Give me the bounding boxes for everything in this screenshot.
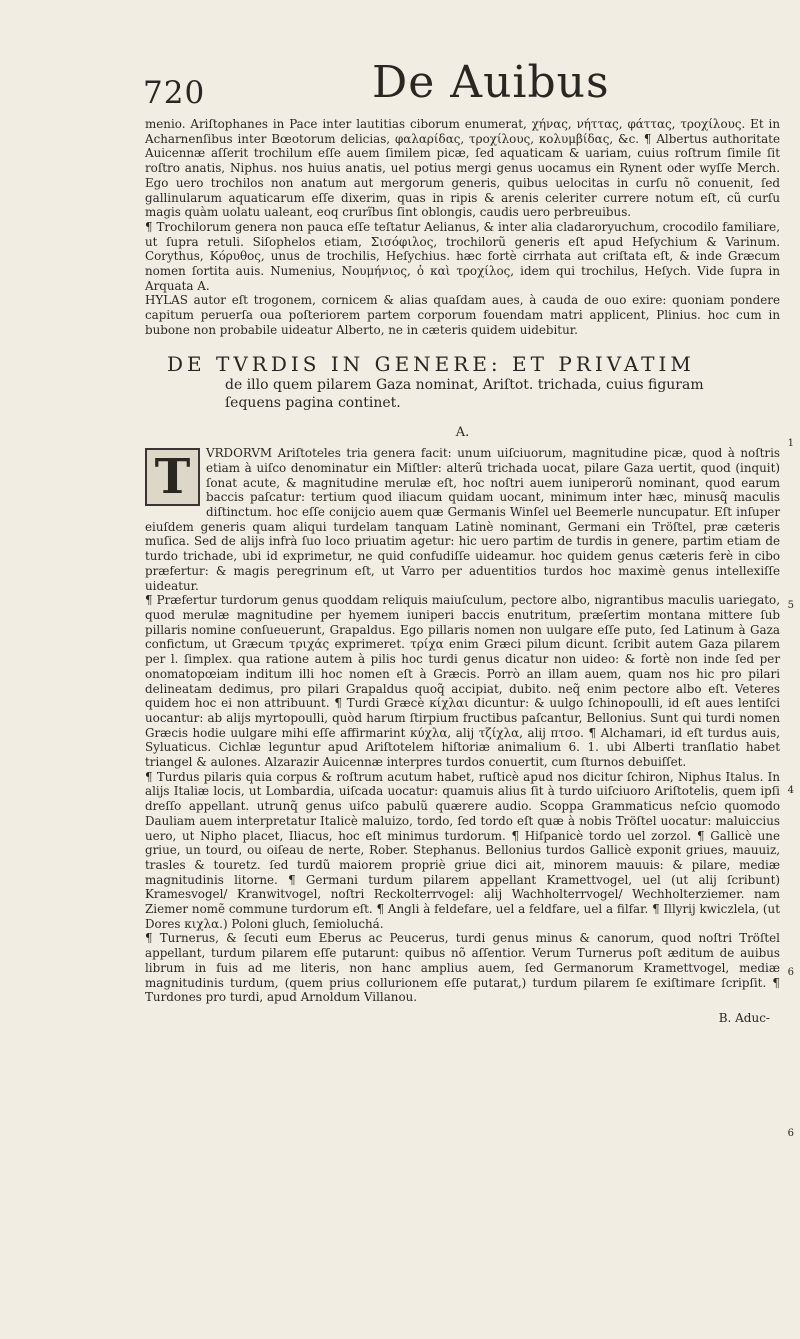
turdi-intro-block xyxy=(145,446,780,593)
paragraph-turdi-pilaris: ¶ Præfertur turdorum genus quoddam reliquis maiuſculum, pectore albo, nigrantibus maculis uariegato, quod merulæ magnitudine per hyemem iuniperi baccis enutritum, præſertim montana mittere ſub pillaris nomine conſueuerunt, Grapaldus. Ego pillaris nomen non uulgare eſſe puto, ſed Latinum à Gaza confictum, ut Græcum τριχάς exprimeret. τρίχα enim Græci pilum dicunt. ſcribit autem Gaza pilarem per l. ſimplex. qua ratione autem à pilis hoc turdi genus dicatur non uideo: & fortè non inde ſed per onomatopœiam inditum illi hoc nomen eſt à Græcis. Porrò an illam auem, quam nos hic pro pilari delineatam dedimus, pro pilari Grapaldus quoq̃ accipiat, dubito. neq̃ enim pectore albo eſt. Veteres quidem hoc ei non attribuunt. ¶ Turdi Græcè κίχλαι dicuntur: & uulgo ſchinopoulli, id eſt aues lentiſci uocantur: ab alijs myrtopoulli, quòd harum ſtirpium fructibus paſcantur, Bellonius. Sunt qui turdi nomen Græcis hodie uulgare mihi eſſe affirmarint κύχλα, alij τζίχλα, alij πτσο. ¶ Alchamari, id eſt turdus auis, Syluaticus. Cichlæ leguntur apud Ariſtotelem hiſtoriæ animalium 6. 1. ubi Alberti tranſlatio habet triangel & aulones. Alzarazir Auicennæ interpres turdos conuertit, cum ſturnos debuiſſet. xyxy=(145,593,780,770)
paragraph-turnerus: ¶ Turnerus, & ſecuti eum Eberus ac Peucerus, turdi genus minus & canorum, quod noſtri Tröſtel appellant, turdum pilarem eſſe putarunt: quibus nõ aſſentior. Verum Turnerus poſt æditum de auibus librum in fuis ad me literis, non hanc amplius auem, ſed Germanorum Kramettvogel, mediæ magnitudinis turdum, (quem prius collurionem eſſe putarat,) turdum pilarem ſe exiſtimare ſcripſit. ¶ Turdones pro turdi, apud Arnoldum Villanou. xyxy=(145,931,780,1005)
figure-reference: A. xyxy=(455,424,470,440)
dropcap-initial: T xyxy=(145,448,200,506)
paragraph-trochilus-1: menio. Ariſtophanes in Pace inter lautitias ciborum enumerat, χήνας, νήττας, φάττας, τροχίλους. Et in Acharnenſibus inter Bœotorum delicias, φαλαρίδας, τροχίλους, κολυμβίδας, &c. ¶ Albertus authoritate Auicennæ aſſerit trochilum eſſe auem ſimilem picæ, ſed aquaticam & uariam, cuius roſtrum ſimile ſit roſtro anatis, Niphus. nos huius anatis, uel potius mergi genus uocamus ein Rynent oder wyſſe Merch. Ego uero trochilos non anatum aut mergorum generis, quibus uelocitas in curſu nõ conuenit, ſed gallinularum aquaticarum eſſe dixerim, quas in ripis & arenis celeriter currere notum eſt, cũ curſu magis quàm uolatu ualeant, eoq crurĩbus ſint oblongis, caudis uero perbreuibus. xyxy=(145,117,780,220)
margin-note: 6 xyxy=(787,1128,794,1139)
catchword: B. Aduc- xyxy=(718,1010,770,1025)
margin-note: 5 xyxy=(787,600,794,611)
page-number: 720 xyxy=(143,75,206,111)
paragraph-turdi-genera: VRDORVM Ariſtoteles tria genera facit: unum uiſciuorum, magnitudine picæ, quod à noſtris etiam à uiſco denominatur ein Miſtler: alterũ trichada uocat, pilare Gaza uertit, quod (inquit) ſonat acute, & magnitudine merulæ eſt, hoc noſtri auem iuniperorũ nominant, quod earum baccis paſcatur: tertium quod iliacum quidam uocant, minimum inter hæc, minusq̃ maculis diſtinctum. hoc eſſe conijcio auem quæ Germanis Winſel uel Beemerle nuncupatur. Eſt inſuper eiuſdem generis quam aliqui turdelam tanquam Latinè nominant, Germani ein Tröſtel, præ cæteris muſica. Sed de alijs infrà ſuo loco priuatim agetur: hic uero partim de turdis in genere, partim etiam de turdo trichade, ubi id exprimetur, ne quid confudiſſe uideamur. hoc quidem genus cæteris ferè in cibo præfertur: & magis peregrinum eſt, ut Varro per aduentitios turdos hoc maximè genus intellexiſſe uideatur. xyxy=(145,446,780,593)
page-body xyxy=(145,117,780,1026)
paragraph-turdi-nomina: ¶ Turdus pilaris quia corpus & roſtrum acutum habet, ruſticè apud nos dicitur ſchiron, Niphus Italus. In alijs Italiæ locis, ut Lombardia, uiſcada uocatur: quamuis alius ſit à turdo uiſciuoro Ariſtotelis, quem ipſi dreſſo appellant. utrunq̃ genus uiſco pabulũ quærere audio. Scoppa Grammaticus neſcio quomodo Dauliam auem interpretatur Italicè maluizo, tordo, ſed tordo eſt quæ à nobis Tröſtel uocatur: maluiccius uero, ut Nipho placet, Iliacus, hoc eſt minimus turdorum. ¶ Hiſpanicè tordo uel zorzol. ¶ Gallicè une griue, un tourd, ou oiſeau de nerte, Rober. Stephanus. Bellonius turdos Gallicè exponit griues, mauuiz, trasles & touretz. ſed turdũ maiorem propriè griue dici ait, minorem mauuis: & pilare, mediæ magnitudinis litorne. ¶ Germani turdum pilarem appellant Kramettvogel, uel (ut alij ſcribunt) Kramesvogel/ Kranwitvogel, noſtri Reckolterrvogel: alij Wachholterrvogel/ Wechholterziemer. nam Ziemer nomẽ commune turdorum eſt. ¶ Angli à feldefare, uel a feldfare, uel a filfar. ¶ Illyrij kwiczlela, (ut Dores κιχλα.) Poloni gluch, ſemioluchá. xyxy=(145,769,780,931)
page-header xyxy=(0,55,800,115)
section-subtitle: de illo quem pilarem Gaza nominat, Ariſtot. trichada, cuius figuram ſequens pagina continet. xyxy=(225,376,704,411)
paragraph-hylas: HYLAS autor eſt trogonem, cornicem & alias quaſdam aues, à cauda de ouo exire: quoniam pondere capitum peruerſa oua poſteriorem partem corporum fouendam matri applicent, Plinius. hoc cum in bubone non probabile uideatur Alberto, ne in cæteris quidem uidebitur. xyxy=(145,293,780,337)
paragraph-trochilus-2: ¶ Trochilorum genera non pauca eſſe teſtatur Aelianus, & inter alia cladaroryuchum, crocodilo familiare, ut ſupra retuli. Siſophelos etiam, Σισόφιλος, trochilorũ generis eſt apud Heſychium & Varinum. Corythus, Κόρυθος, unus de trochilis, Heſychius. hæc fortè cirrhata aut criſtata eſt, & inde Græcum nomen ſortita auis. Numenius, Νουμήνιος, ὁ καὶ τροχίλος, idem qui trochilus, Heſych. Vide ſupra in Arquata A. xyxy=(145,219,780,293)
section-title: DE TVRDIS IN GENERE: ET PRIVATIM xyxy=(167,351,695,376)
margin-note: 4 xyxy=(787,785,794,796)
running-title: De Auibus xyxy=(372,57,610,108)
margin-note: 6 xyxy=(787,967,794,978)
margin-note: 1 xyxy=(787,438,794,449)
